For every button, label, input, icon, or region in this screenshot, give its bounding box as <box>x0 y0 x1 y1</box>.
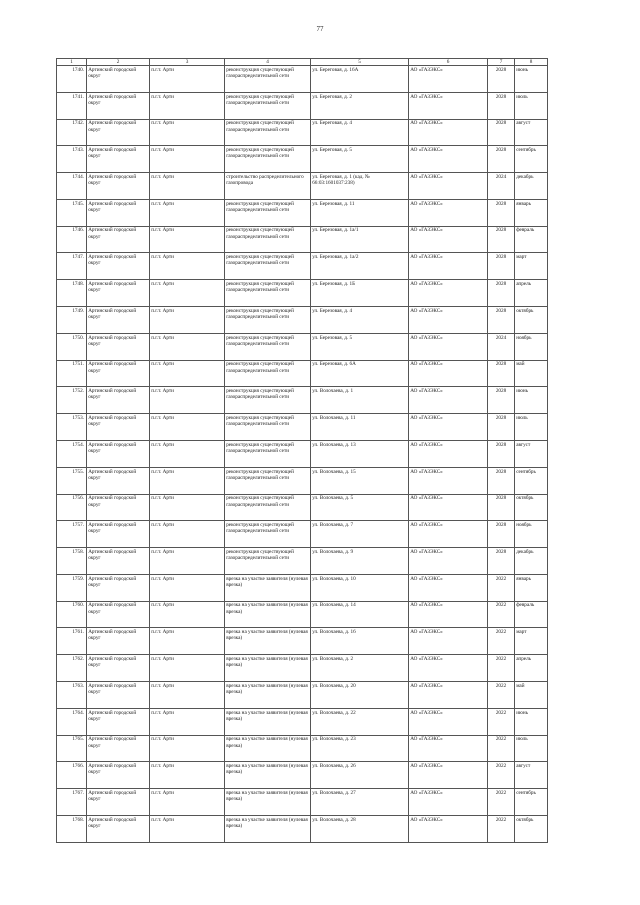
organization-cell: АО «ГАЗЭКС» <box>409 628 488 655</box>
month-cell: февраль <box>515 601 548 628</box>
address-cell: ул. Березовая, д. 6А <box>311 360 409 387</box>
settlement-cell: п.г.т. Арти <box>150 789 225 816</box>
table-row <box>57 173 548 200</box>
row-number-cell: 1741. <box>57 92 87 119</box>
month-cell: август <box>515 762 548 789</box>
table-row <box>57 735 548 762</box>
work-type-cell: реконструкция существующей газораспределительной сети <box>225 280 311 307</box>
header-cell: 5 <box>311 59 409 66</box>
organization-cell: АО «ГАЗЭКС» <box>409 440 488 467</box>
row-number-cell: 1767. <box>57 789 87 816</box>
address-cell: ул. Березовая, д. 5 <box>311 333 409 360</box>
organization-cell: АО «ГАЗЭКС» <box>409 307 488 334</box>
row-number-cell: 1766. <box>57 762 87 789</box>
month-cell: декабрь <box>515 548 548 575</box>
district-cell: Артинский городской округ <box>87 280 150 307</box>
work-type-cell: реконструкция существующей газораспределительной сети <box>225 414 311 441</box>
table-row <box>57 815 548 842</box>
year-cell: 2028 <box>488 387 515 414</box>
address-cell: ул. Волочаева, д. 28 <box>311 815 409 842</box>
settlement-cell: п.г.т. Арти <box>150 815 225 842</box>
work-type-cell: реконструкция существующей газораспределительной сети <box>225 440 311 467</box>
address-cell: ул. Волочаева, д. 2 <box>311 655 409 682</box>
address-cell: ул. Волочаева, д. 26 <box>311 762 409 789</box>
row-number-cell: 1750. <box>57 333 87 360</box>
district-cell: Артинский городской округ <box>87 360 150 387</box>
year-cell: 2028 <box>488 119 515 146</box>
district-cell: Артинский городской округ <box>87 708 150 735</box>
row-number-cell: 1742. <box>57 119 87 146</box>
work-type-cell: врезка на участке заявителя (нулевая врезка) <box>225 681 311 708</box>
district-cell: Артинский городской округ <box>87 548 150 575</box>
year-cell: 2024 <box>488 333 515 360</box>
address-cell: ул. Волочаева, д. 11 <box>311 414 409 441</box>
district-cell: Артинский городской округ <box>87 440 150 467</box>
table-row <box>57 655 548 682</box>
table-row <box>57 548 548 575</box>
organization-cell: АО «ГАЗЭКС» <box>409 601 488 628</box>
work-type-cell: врезка на участке заявителя (нулевая врезка) <box>225 815 311 842</box>
address-cell: ул. Волочаева, д. 27 <box>311 789 409 816</box>
organization-cell: АО «ГАЗЭКС» <box>409 789 488 816</box>
work-type-cell: реконструкция существующей газораспределительной сети <box>225 92 311 119</box>
work-type-cell: реконструкция существующей газораспределительной сети <box>225 226 311 253</box>
month-cell: октябрь <box>515 494 548 521</box>
month-cell: январь <box>515 574 548 601</box>
year-cell: 2022 <box>488 708 515 735</box>
work-type-cell: врезка на участке заявителя (нулевая врезка) <box>225 762 311 789</box>
settlement-cell: п.г.т. Арти <box>150 521 225 548</box>
district-cell: Артинский городской округ <box>87 66 150 93</box>
row-number-cell: 1740. <box>57 66 87 93</box>
address-cell: ул. Волочаева, д. 1 <box>311 387 409 414</box>
work-type-cell: реконструкция существующей газораспределительной сети <box>225 66 311 93</box>
district-cell: Артинский городской округ <box>87 92 150 119</box>
year-cell: 2022 <box>488 762 515 789</box>
table-row <box>57 92 548 119</box>
organization-cell: АО «ГАЗЭКС» <box>409 280 488 307</box>
settlement-cell: п.г.т. Арти <box>150 92 225 119</box>
month-cell: апрель <box>515 280 548 307</box>
month-cell: июль <box>515 92 548 119</box>
district-cell: Артинский городской округ <box>87 655 150 682</box>
organization-cell: АО «ГАЗЭКС» <box>409 815 488 842</box>
row-number-cell: 1751. <box>57 360 87 387</box>
work-type-cell: врезка на участке заявителя (нулевая врезка) <box>225 789 311 816</box>
address-cell: ул. Волочаева, д. 15 <box>311 467 409 494</box>
month-cell: сентябрь <box>515 789 548 816</box>
year-cell: 2022 <box>488 628 515 655</box>
month-cell: июль <box>515 414 548 441</box>
row-number-cell: 1763. <box>57 681 87 708</box>
year-cell: 2022 <box>488 815 515 842</box>
year-cell: 2028 <box>488 360 515 387</box>
year-cell: 2024 <box>488 173 515 200</box>
work-type-cell: реконструкция существующей газораспределительной сети <box>225 494 311 521</box>
district-cell: Артинский городской округ <box>87 574 150 601</box>
settlement-cell: п.г.т. Арти <box>150 574 225 601</box>
table-row <box>57 789 548 816</box>
organization-cell: АО «ГАЗЭКС» <box>409 387 488 414</box>
settlement-cell: п.г.т. Арти <box>150 253 225 280</box>
month-cell: май <box>515 360 548 387</box>
organization-cell: АО «ГАЗЭКС» <box>409 762 488 789</box>
table-row <box>57 387 548 414</box>
month-cell: август <box>515 119 548 146</box>
district-cell: Артинский городской округ <box>87 467 150 494</box>
district-cell: Артинский городской округ <box>87 601 150 628</box>
work-type-cell: реконструкция существующей газораспределительной сети <box>225 387 311 414</box>
district-cell: Артинский городской округ <box>87 789 150 816</box>
organization-cell: АО «ГАЗЭКС» <box>409 467 488 494</box>
settlement-cell: п.г.т. Арти <box>150 414 225 441</box>
row-number-cell: 1765. <box>57 735 87 762</box>
settlement-cell: п.г.т. Арти <box>150 226 225 253</box>
work-type-cell: реконструкция существующей газораспределительной сети <box>225 146 311 173</box>
year-cell: 2028 <box>488 66 515 93</box>
work-type-cell: реконструкция существующей газораспределительной сети <box>225 333 311 360</box>
district-cell: Артинский городской округ <box>87 762 150 789</box>
settlement-cell: п.г.т. Арти <box>150 173 225 200</box>
settlement-cell: п.г.т. Арти <box>150 708 225 735</box>
table-row <box>57 146 548 173</box>
year-cell: 2028 <box>488 414 515 441</box>
table-row <box>57 226 548 253</box>
row-number-cell: 1753. <box>57 414 87 441</box>
district-cell: Артинский городской округ <box>87 735 150 762</box>
address-cell: ул. Волочаева, д. 7 <box>311 521 409 548</box>
organization-cell: АО «ГАЗЭКС» <box>409 655 488 682</box>
district-cell: Артинский городской округ <box>87 307 150 334</box>
settlement-cell: п.г.т. Арти <box>150 494 225 521</box>
organization-cell: АО «ГАЗЭКС» <box>409 360 488 387</box>
row-number-cell: 1749. <box>57 307 87 334</box>
header-cell: 2 <box>87 59 150 66</box>
month-cell: январь <box>515 199 548 226</box>
table-row <box>57 66 548 93</box>
organization-cell: АО «ГАЗЭКС» <box>409 66 488 93</box>
work-type-cell: врезка на участке заявителя (нулевая врезка) <box>225 574 311 601</box>
settlement-cell: п.г.т. Арти <box>150 440 225 467</box>
table-row <box>57 494 548 521</box>
work-type-cell: реконструкция существующей газораспределительной сети <box>225 253 311 280</box>
organization-cell: АО «ГАЗЭКС» <box>409 146 488 173</box>
district-cell: Артинский городской округ <box>87 387 150 414</box>
month-cell: август <box>515 440 548 467</box>
organization-cell: АО «ГАЗЭКС» <box>409 253 488 280</box>
address-cell: ул. Березовая, д. 4 <box>311 307 409 334</box>
year-cell: 2022 <box>488 574 515 601</box>
work-type-cell: реконструкция существующей газораспределительной сети <box>225 360 311 387</box>
work-type-cell: врезка на участке заявителя (нулевая врезка) <box>225 601 311 628</box>
address-cell: ул. Березовая, д. 1Б <box>311 280 409 307</box>
table-row <box>57 762 548 789</box>
header-cell: 4 <box>225 59 311 66</box>
address-cell: ул. Волочаева, д. 10 <box>311 574 409 601</box>
header-cell: 1 <box>57 59 87 66</box>
header-cell: 7 <box>488 59 515 66</box>
table-row <box>57 253 548 280</box>
district-cell: Артинский городской округ <box>87 628 150 655</box>
district-cell: Артинский городской округ <box>87 333 150 360</box>
address-cell: ул. Волочаева, д. 5 <box>311 494 409 521</box>
table-row <box>57 199 548 226</box>
address-cell: ул. Береговая, д. 5 <box>311 146 409 173</box>
month-cell: июль <box>515 735 548 762</box>
year-cell: 2022 <box>488 735 515 762</box>
row-number-cell: 1747. <box>57 253 87 280</box>
row-number-cell: 1746. <box>57 226 87 253</box>
settlement-cell: п.г.т. Арти <box>150 601 225 628</box>
month-cell: июнь <box>515 66 548 93</box>
work-type-cell: реконструкция существующей газораспределительной сети <box>225 199 311 226</box>
organization-cell: АО «ГАЗЭКС» <box>409 119 488 146</box>
row-number-cell: 1743. <box>57 146 87 173</box>
organization-cell: АО «ГАЗЭКС» <box>409 681 488 708</box>
settlement-cell: п.г.т. Арти <box>150 307 225 334</box>
organization-cell: АО «ГАЗЭКС» <box>409 199 488 226</box>
year-cell: 2022 <box>488 789 515 816</box>
settlement-cell: п.г.т. Арти <box>150 548 225 575</box>
address-cell: ул. Волочаева, д. 14 <box>311 601 409 628</box>
schedule-table <box>56 58 548 843</box>
organization-cell: АО «ГАЗЭКС» <box>409 548 488 575</box>
month-cell: декабрь <box>515 173 548 200</box>
settlement-cell: п.г.т. Арти <box>150 467 225 494</box>
header-cell: 6 <box>409 59 488 66</box>
organization-cell: АО «ГАЗЭКС» <box>409 414 488 441</box>
year-cell: 2028 <box>488 548 515 575</box>
district-cell: Артинский городской округ <box>87 146 150 173</box>
table-row <box>57 119 548 146</box>
settlement-cell: п.г.т. Арти <box>150 360 225 387</box>
address-cell: ул. Береговая, д. 16А <box>311 66 409 93</box>
work-type-cell: строительство распределительного газопровода <box>225 173 311 200</box>
month-cell: июнь <box>515 387 548 414</box>
year-cell: 2022 <box>488 655 515 682</box>
settlement-cell: п.г.т. Арти <box>150 735 225 762</box>
header-row <box>57 59 548 66</box>
table-row <box>57 333 548 360</box>
row-number-cell: 1754. <box>57 440 87 467</box>
month-cell: сентябрь <box>515 467 548 494</box>
address-cell: ул. Береговая, д. 4 <box>311 119 409 146</box>
year-cell: 2028 <box>488 467 515 494</box>
organization-cell: АО «ГАЗЭКС» <box>409 494 488 521</box>
district-cell: Артинский городской округ <box>87 494 150 521</box>
work-type-cell: врезка на участке заявителя (нулевая врезка) <box>225 735 311 762</box>
page-number: 77 <box>316 25 324 33</box>
year-cell: 2028 <box>488 92 515 119</box>
district-cell: Артинский городской округ <box>87 681 150 708</box>
month-cell: июнь <box>515 708 548 735</box>
month-cell: май <box>515 681 548 708</box>
district-cell: Артинский городской округ <box>87 119 150 146</box>
address-cell: ул. Березовая, д. 11 <box>311 199 409 226</box>
address-cell: ул. Березовая, д. 1а/1 <box>311 226 409 253</box>
address-cell: ул. Березовая, д. 1а/2 <box>311 253 409 280</box>
year-cell: 2028 <box>488 521 515 548</box>
settlement-cell: п.г.т. Арти <box>150 762 225 789</box>
work-type-cell: врезка на участке заявителя (нулевая врезка) <box>225 655 311 682</box>
year-cell: 2028 <box>488 280 515 307</box>
settlement-cell: п.г.т. Арти <box>150 628 225 655</box>
month-cell: октябрь <box>515 815 548 842</box>
row-number-cell: 1756. <box>57 494 87 521</box>
table-row <box>57 280 548 307</box>
row-number-cell: 1757. <box>57 521 87 548</box>
work-type-cell: врезка на участке заявителя (нулевая врезка) <box>225 708 311 735</box>
header-cell: 8 <box>515 59 548 66</box>
year-cell: 2028 <box>488 226 515 253</box>
settlement-cell: п.г.т. Арти <box>150 119 225 146</box>
district-cell: Артинский городской округ <box>87 226 150 253</box>
month-cell: март <box>515 253 548 280</box>
row-number-cell: 1744. <box>57 173 87 200</box>
district-cell: Артинский городской округ <box>87 173 150 200</box>
month-cell: март <box>515 628 548 655</box>
organization-cell: АО «ГАЗЭКС» <box>409 708 488 735</box>
month-cell: апрель <box>515 655 548 682</box>
settlement-cell: п.г.т. Арти <box>150 681 225 708</box>
month-cell: февраль <box>515 226 548 253</box>
row-number-cell: 1748. <box>57 280 87 307</box>
table-row <box>57 360 548 387</box>
organization-cell: АО «ГАЗЭКС» <box>409 333 488 360</box>
table-row <box>57 708 548 735</box>
address-cell: ул. Волочаева, д. 9 <box>311 548 409 575</box>
district-cell: Артинский городской округ <box>87 815 150 842</box>
year-cell: 2028 <box>488 307 515 334</box>
table-row <box>57 574 548 601</box>
table-row <box>57 467 548 494</box>
year-cell: 2022 <box>488 681 515 708</box>
work-type-cell: реконструкция существующей газораспределительной сети <box>225 521 311 548</box>
row-number-cell: 1759. <box>57 574 87 601</box>
row-number-cell: 1758. <box>57 548 87 575</box>
month-cell: ноябрь <box>515 333 548 360</box>
year-cell: 2028 <box>488 440 515 467</box>
table-row <box>57 307 548 334</box>
district-cell: Артинский городской округ <box>87 253 150 280</box>
year-cell: 2028 <box>488 199 515 226</box>
row-number-cell: 1762. <box>57 655 87 682</box>
year-cell: 2028 <box>488 494 515 521</box>
organization-cell: АО «ГАЗЭКС» <box>409 574 488 601</box>
row-number-cell: 1760. <box>57 601 87 628</box>
table-row <box>57 414 548 441</box>
address-cell: ул. Волочаева, д. 22 <box>311 708 409 735</box>
settlement-cell: п.г.т. Арти <box>150 146 225 173</box>
table-body <box>57 59 548 843</box>
table-row <box>57 440 548 467</box>
row-number-cell: 1764. <box>57 708 87 735</box>
settlement-cell: п.г.т. Арти <box>150 333 225 360</box>
work-type-cell: реконструкция существующей газораспределительной сети <box>225 307 311 334</box>
organization-cell: АО «ГАЗЭКС» <box>409 521 488 548</box>
header-cell: 3 <box>150 59 225 66</box>
organization-cell: АО «ГАЗЭКС» <box>409 735 488 762</box>
year-cell: 2028 <box>488 146 515 173</box>
row-number-cell: 1745. <box>57 199 87 226</box>
table-row <box>57 601 548 628</box>
settlement-cell: п.г.т. Арти <box>150 280 225 307</box>
table-row <box>57 681 548 708</box>
work-type-cell: реконструкция существующей газораспределительной сети <box>225 119 311 146</box>
table-row <box>57 521 548 548</box>
settlement-cell: п.г.т. Арти <box>150 66 225 93</box>
organization-cell: АО «ГАЗЭКС» <box>409 173 488 200</box>
row-number-cell: 1755. <box>57 467 87 494</box>
month-cell: октябрь <box>515 307 548 334</box>
address-cell: ул. Волочаева, д. 16 <box>311 628 409 655</box>
work-type-cell: реконструкция существующей газораспределительной сети <box>225 548 311 575</box>
district-cell: Артинский городской округ <box>87 521 150 548</box>
row-number-cell: 1768. <box>57 815 87 842</box>
address-cell: ул. Береговая, д. 2 <box>311 92 409 119</box>
row-number-cell: 1761. <box>57 628 87 655</box>
address-cell: ул. Волочаева, д. 20 <box>311 681 409 708</box>
settlement-cell: п.г.т. Арти <box>150 387 225 414</box>
month-cell: ноябрь <box>515 521 548 548</box>
settlement-cell: п.г.т. Арти <box>150 655 225 682</box>
settlement-cell: п.г.т. Арти <box>150 199 225 226</box>
row-number-cell: 1752. <box>57 387 87 414</box>
table-row <box>57 628 548 655</box>
organization-cell: АО «ГАЗЭКС» <box>409 226 488 253</box>
address-cell: ул. Волочаева, д. 23 <box>311 735 409 762</box>
address-cell: ул. Береговая, д. 1 (кад. № 66:03:1601037:238) <box>311 173 409 200</box>
year-cell: 2028 <box>488 253 515 280</box>
organization-cell: АО «ГАЗЭКС» <box>409 92 488 119</box>
district-cell: Артинский городской округ <box>87 199 150 226</box>
address-cell: ул. Волочаева, д. 13 <box>311 440 409 467</box>
work-type-cell: реконструкция существующей газораспределительной сети <box>225 467 311 494</box>
district-cell: Артинский городской округ <box>87 414 150 441</box>
year-cell: 2022 <box>488 601 515 628</box>
work-type-cell: врезка на участке заявителя (нулевая врезка) <box>225 628 311 655</box>
month-cell: сентябрь <box>515 146 548 173</box>
